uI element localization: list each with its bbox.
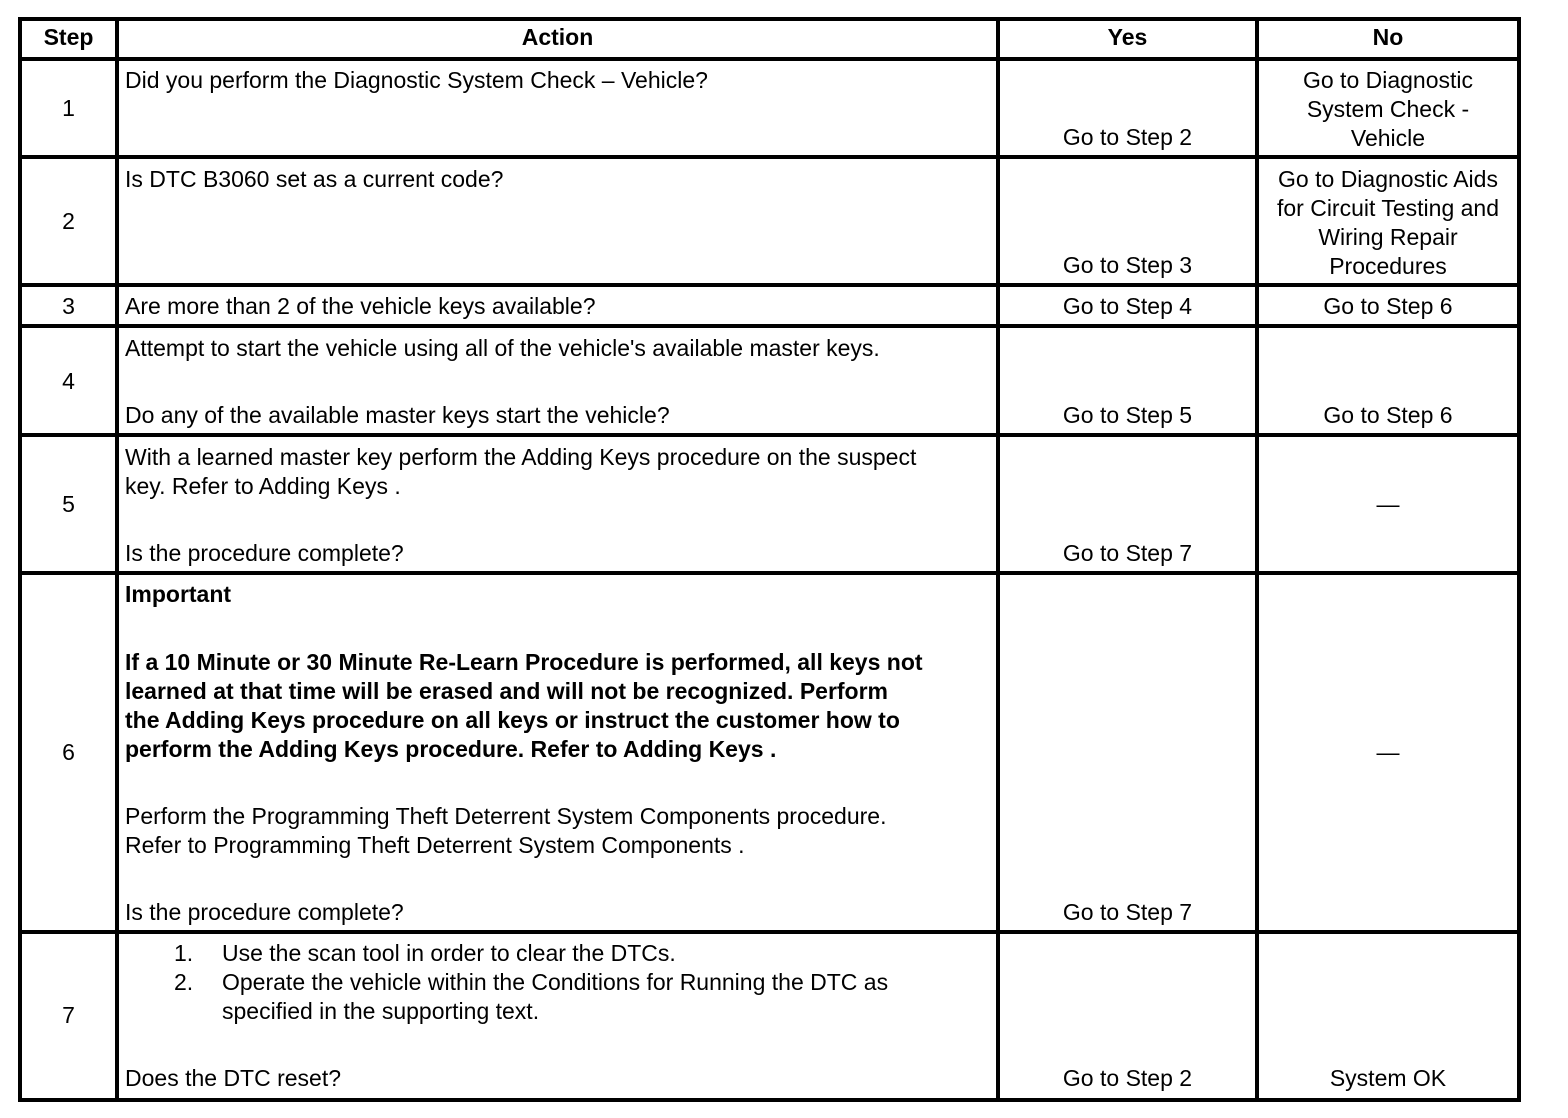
- row-divider: [18, 930, 1521, 934]
- action-text: Perform the Programming Theft Deterrent System Components procedure.: [125, 803, 887, 829]
- action-text: Refer to Programming Theft Deterrent System Components .: [125, 832, 745, 858]
- table-border-bottom: [18, 1098, 1521, 1102]
- step-number: 5: [62, 491, 75, 517]
- list-number: 1.: [174, 940, 194, 966]
- row-divider: [18, 324, 1521, 328]
- yes-outcome: Go to Step 2: [1062, 1065, 1193, 1091]
- header-action: Action: [521, 24, 594, 50]
- no-outcome: —: [1376, 491, 1400, 517]
- list-text: specified in the supporting text.: [222, 998, 540, 1024]
- row-divider: [18, 155, 1521, 159]
- step-number: 6: [62, 739, 75, 765]
- important-text: learned at that time will be erased and will not be recognized. Perform: [125, 678, 889, 704]
- no-outcome: —: [1376, 739, 1400, 765]
- table-border-right: [1517, 17, 1521, 1102]
- header-divider: [18, 57, 1521, 61]
- no-outcome: Vehicle: [1350, 125, 1426, 151]
- action-question: Is the procedure complete?: [125, 540, 404, 566]
- action-text: With a learned master key perform the Adding Keys procedure on the suspect: [125, 444, 917, 470]
- yes-outcome: Go to Step 2: [1062, 124, 1193, 150]
- table-border-left: [18, 17, 22, 1102]
- action-question: Does the DTC reset?: [125, 1065, 342, 1091]
- no-outcome: Go to Diagnostic: [1302, 67, 1474, 93]
- step-number: 7: [62, 1002, 75, 1028]
- list-text: Operate the vehicle within the Conditions for Running the DTC as: [222, 969, 889, 995]
- important-title: Important: [125, 581, 232, 607]
- list-text: Use the scan tool in order to clear the DTCs.: [222, 940, 676, 966]
- action-text: Attempt to start the vehicle using all of the vehicle's available master keys.: [125, 335, 880, 361]
- action-question: Is the procedure complete?: [125, 899, 404, 925]
- header-no: No: [1372, 24, 1404, 50]
- important-text: If a 10 Minute or 30 Minute Re-Learn Procedure is performed, all keys not: [125, 649, 923, 675]
- header-yes: Yes: [1107, 24, 1148, 50]
- yes-outcome: Go to Step 7: [1062, 899, 1193, 925]
- action-text: Is DTC B3060 set as a current code?: [125, 166, 504, 192]
- step-number: 4: [62, 368, 75, 394]
- yes-outcome: Go to Step 5: [1062, 402, 1193, 428]
- no-outcome: Go to Step 6: [1323, 293, 1453, 319]
- no-outcome: Go to Step 6: [1323, 402, 1453, 428]
- action-text: Did you perform the Diagnostic System Check – Vehicle?: [125, 67, 708, 93]
- diagnostic-table: [18, 17, 1521, 1102]
- no-outcome: System OK: [1329, 1065, 1447, 1091]
- row-divider: [18, 433, 1521, 437]
- step-number: 3: [62, 293, 75, 319]
- no-outcome: Procedures: [1329, 253, 1447, 279]
- no-outcome: System Check -: [1306, 96, 1470, 122]
- step-number: 1: [62, 95, 75, 121]
- no-outcome: for Circuit Testing and: [1276, 195, 1499, 221]
- action-question: Do any of the available master keys start the vehicle?: [125, 402, 670, 428]
- important-text: perform the Adding Keys procedure. Refer to Adding Keys .: [125, 736, 777, 762]
- yes-outcome: Go to Step 3: [1062, 252, 1193, 278]
- no-outcome: Wiring Repair: [1318, 224, 1458, 250]
- row-divider: [18, 283, 1521, 287]
- yes-outcome: Go to Step 7: [1062, 540, 1193, 566]
- column-divider: [115, 17, 119, 1102]
- important-text: the Adding Keys procedure on all keys or instruct the customer how to: [125, 707, 900, 733]
- list-number: 2.: [174, 969, 194, 995]
- list-item: [174, 939, 676, 968]
- yes-outcome: Go to Step 4: [1062, 293, 1193, 319]
- step-number: 2: [62, 208, 75, 234]
- action-text: key. Refer to Adding Keys .: [125, 473, 401, 499]
- row-divider: [18, 571, 1521, 575]
- table-border-top: [18, 17, 1521, 21]
- no-outcome: Go to Diagnostic Aids: [1278, 166, 1498, 192]
- action-text: Are more than 2 of the vehicle keys available?: [125, 293, 596, 319]
- list-item: [174, 968, 888, 997]
- header-step: Step: [43, 24, 94, 50]
